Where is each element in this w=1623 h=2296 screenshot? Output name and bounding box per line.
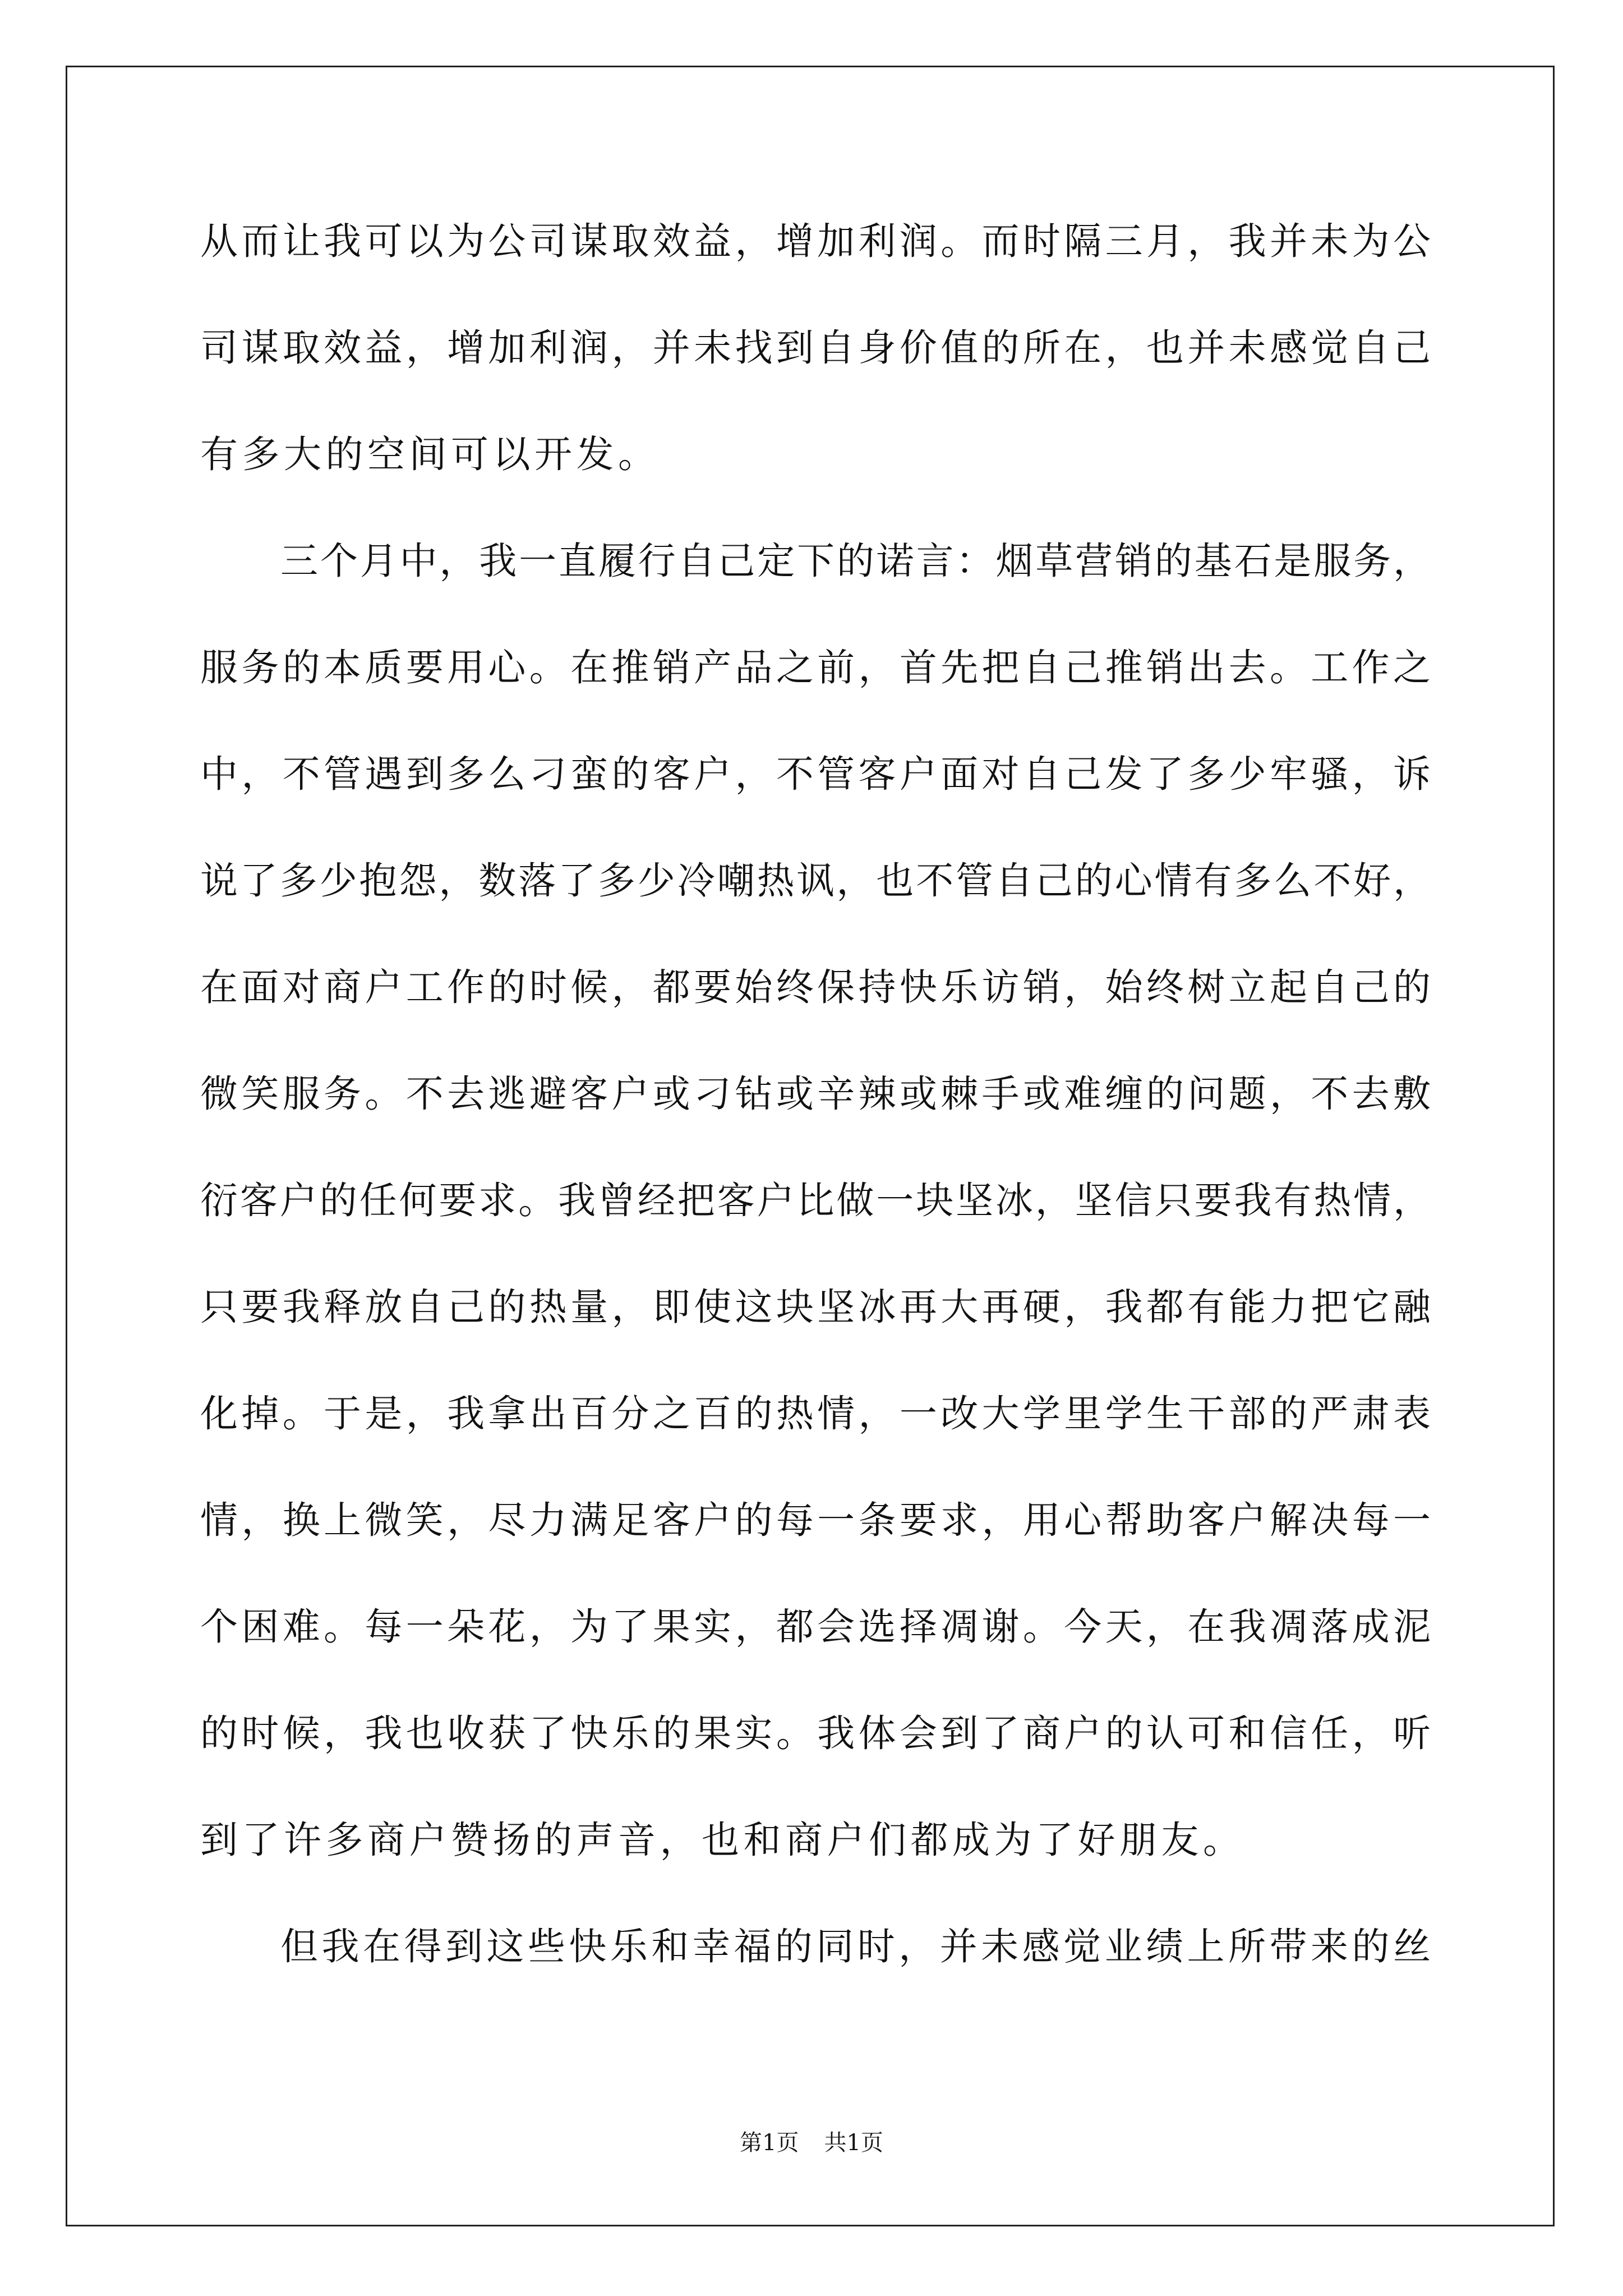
text-line: 衍客户的任何要求。我曾经把客户比做一块坚冰，坚信只要我有热情， <box>200 1179 1431 1222</box>
page-number: 第1页 <box>740 2130 799 2156</box>
text-line: 从而让我可以为公司谋取效益，增加利润。而时隔三月，我并未为公 <box>200 219 1431 263</box>
text-line: 司谋取效益，增加利润，并未找到自身价值的所在，也并未感觉自己 <box>200 326 1431 370</box>
text-line: 情，换上微笑，尽力满足客户的每一条要求，用心帮助客户解决每一 <box>200 1498 1431 1542</box>
text-line: 有多大的空间可以开发。 <box>200 432 660 476</box>
text-line: 的时候，我也收获了快乐的果实。我体会到了商户的认可和信任，听 <box>200 1711 1431 1755</box>
paragraph-start-line: 但我在得到这些快乐和幸福的同时，并未感觉业绩上所带来的丝 <box>280 1925 1431 1968</box>
text-line: 微笑服务。不去逃避客户或刁钻或辛辣或棘手或难缠的问题，不去敷 <box>200 1072 1431 1116</box>
text-line: 服务的本质要用心。在推销产品之前，首先把自己推销出去。工作之 <box>200 646 1431 689</box>
page-border <box>66 66 1555 2226</box>
page-footer <box>0 2125 1623 2157</box>
text-line: 中，不管遇到多么刁蛮的客户，不管客户面对自己发了多少牢骚，诉 <box>200 752 1431 796</box>
paragraph-start-line: 三个月中，我一直履行自己定下的诺言：烟草营销的基石是服务， <box>280 539 1431 583</box>
text-line: 个困难。每一朵花，为了果实，都会选择凋谢。今天，在我凋落成泥 <box>200 1605 1431 1649</box>
text-line: 说了多少抱怨，数落了多少冷嘲热讽，也不管自己的心情有多么不好， <box>200 859 1431 903</box>
text-line: 到了许多商户赞扬的声音，也和商户们都成为了好朋友。 <box>200 1818 1245 1862</box>
text-line: 只要我释放自己的热量，即使这块坚冰再大再硬，我都有能力把它融 <box>200 1285 1431 1329</box>
text-line: 化掉。于是，我拿出百分之百的热情，一改大学里学生干部的严肃表 <box>200 1392 1431 1435</box>
text-line: 在面对商户工作的时候，都要始终保持快乐访销，始终树立起自己的 <box>200 965 1431 1009</box>
page-total: 共1页 <box>824 2130 883 2156</box>
